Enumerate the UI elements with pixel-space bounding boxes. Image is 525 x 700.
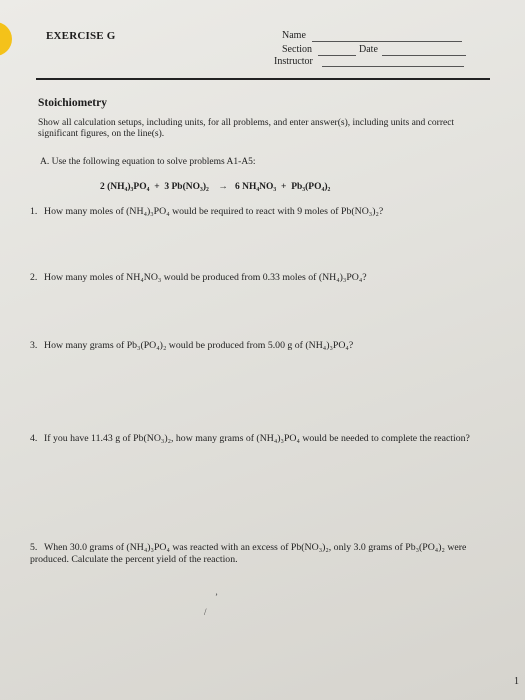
question-text: How many grams of Pb₃(PO₄)₂ would be produced from 5.00 g of (NH₄)₃PO₄? (44, 340, 354, 351)
exercise-title: EXERCISE G (46, 30, 116, 42)
name-line[interactable] (312, 41, 462, 42)
question-2 (30, 272, 500, 284)
tab-marker (0, 22, 12, 56)
date-label: Date (359, 44, 378, 55)
date-line[interactable] (382, 55, 466, 56)
chemical-equation: 2 (NH₄)₃PO₄ + 3 Pb(NO₃)₂ → 6 NH₄NO₃ + Pb₃(PO₄)₂ (100, 182, 331, 192)
question-5 (30, 542, 500, 566)
question-text: If you have 11.43 g of Pb(NO₃)₂, how many grams of (NH₄)₃PO₄ would be needed to complete the reaction? (44, 433, 470, 444)
question-number: 1. (30, 206, 38, 217)
instructions-text: Show all calculation setups, including units, for all problems, and enter answer(s), including units and correct significant figures, on the line(s). (38, 118, 455, 139)
section-line[interactable] (318, 55, 356, 56)
question-number: 2. (30, 272, 38, 283)
question-number: 4. (30, 433, 38, 444)
pencil-mark: ʼ (215, 592, 218, 602)
question-text: How many moles of (NH₄)₃PO₄ would be required to react with 9 moles of Pb(NO₃)₂? (44, 206, 384, 217)
question-number: 5. (30, 542, 38, 553)
pencil-mark: / (204, 607, 207, 617)
part-a-heading: A. Use the following equation to solve problems A1-A5: (40, 157, 256, 167)
question-number: 3. (30, 340, 38, 351)
header-divider (36, 78, 490, 80)
instructor-line[interactable] (322, 66, 464, 67)
question-text: How many moles of NH₄NO₃ would be produced from 0.33 moles of (NH₄)₃PO₄? (44, 272, 367, 283)
section-title: Stoichiometry (38, 97, 107, 109)
question-text: When 30.0 grams of (NH₄)₃PO₄ was reacted with an excess of Pb(NO₃)₂, only 3.0 grams of Pb₃(PO₄)₂ were produced. Calculate the percent yield of the reaction. (30, 542, 467, 565)
question-4 (30, 433, 500, 445)
page-number: 1 (514, 676, 519, 687)
instructor-label: Instructor (274, 56, 313, 67)
name-label: Name (282, 30, 306, 41)
section-label: Section (282, 44, 312, 55)
question-1 (30, 206, 500, 218)
question-3 (30, 340, 500, 352)
